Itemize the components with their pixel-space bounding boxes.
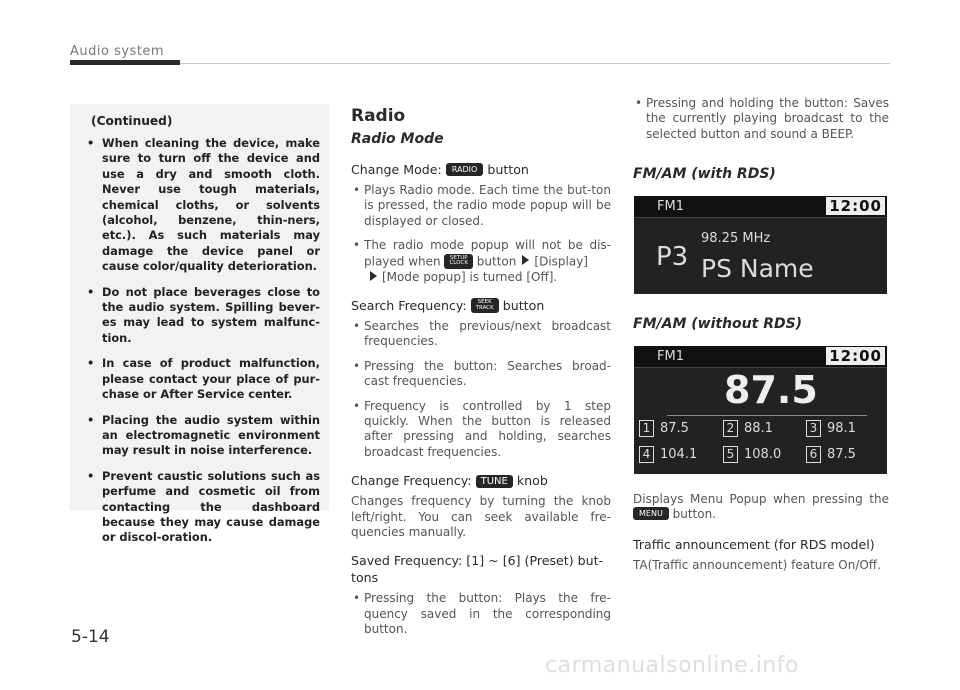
display-column — [633, 96, 889, 586]
radio-button: RADIO — [446, 163, 484, 176]
caution-title: (Continued) — [91, 114, 173, 128]
setup-label: SETUP — [449, 254, 468, 261]
radio-mode-heading: Radio Mode — [351, 131, 444, 147]
watermark: carmanualsonline.info — [545, 653, 799, 678]
list-item: • Frequency is controlled by 1 step quickly. When the button is released after pressing and holding, searches broadcast frequencies. — [351, 399, 611, 461]
divider — [667, 415, 867, 416]
change-frequency-label — [351, 472, 611, 489]
list-item: • Plays Radio mode. Each time the but-ton is pressed, the radio mode popup will be displayed or closed. — [351, 183, 611, 229]
arrow-right-icon — [522, 255, 529, 265]
popup-note-text: The radio mode popup will not be dis-played when — [364, 238, 611, 269]
preset-frequency: 87.5 — [827, 447, 856, 463]
caution-item: • Placing the audio system within an electromagnetic environment may result in noise interference. — [80, 413, 320, 459]
preset-item — [806, 446, 856, 463]
caution-item: • Do not place beverages close to the audio system. Spilling bever-es may lead to system malfunc-tion. — [80, 285, 320, 347]
menu-path: [Display] — [534, 254, 588, 269]
preset-item — [639, 420, 689, 437]
traffic-announcement-text: TA(Traffic announcement) feature On/Off. — [633, 558, 881, 573]
change-mode-text: Change Mode: — [351, 162, 442, 177]
ps-name: PS Name — [701, 254, 814, 284]
section-header: Audio system — [70, 44, 165, 59]
header-rule — [180, 63, 890, 64]
search-frequency-label — [351, 297, 611, 314]
caution-list — [80, 136, 320, 546]
preset-frequency: 98.1 — [827, 421, 856, 437]
clock: 12:00 — [826, 347, 885, 365]
header-bar — [70, 60, 180, 65]
big-frequency: 87.5 — [724, 368, 818, 413]
preset-frequency: 88.1 — [744, 421, 773, 437]
radio-heading: Radio — [351, 106, 406, 126]
saved-list-cont — [633, 96, 889, 142]
caution-item: • Prevent caustic solutions such as perfume and cosmetic oil from contacting the dashboard because they may cause damage or discol-oration. — [80, 469, 320, 546]
saved-frequency-label: Saved Frequency: [1] ~ [6] (Preset) but-tons — [351, 553, 604, 586]
page-number: 5-14 — [71, 627, 110, 647]
arrow-right-icon — [370, 271, 377, 281]
preset-frequency: 104.1 — [660, 447, 698, 463]
preset-item — [723, 420, 773, 437]
change-mode-label — [351, 161, 611, 178]
seek-label: SEEK — [477, 299, 492, 306]
menu-hint-text: Displays Menu Popup when pressing the — [633, 492, 889, 507]
preset-item — [806, 420, 856, 437]
caution-item: • When cleaning the device, make sure to turn off the device and use a dry and smooth cloth. Never use tough materials, chemical cloths, or solvents (alcohol, benzene, thin-ners, etc.). As such materials may damage the device panel or cause color/quality deterioration. — [80, 136, 320, 275]
preset-number: 4 — [639, 446, 654, 463]
menu-path: [Mode popup] is turned [Off]. — [382, 269, 558, 284]
button-word: button — [487, 162, 529, 177]
frequency: 98.25 MHz — [701, 231, 771, 247]
setup-clock-button — [444, 254, 473, 269]
menu-button: MENU — [633, 507, 669, 520]
no-rds-heading: FM/AM (without RDS) — [633, 316, 803, 333]
preset-frequency: 87.5 — [660, 421, 689, 437]
clock-label: CLOCK — [449, 260, 468, 267]
preset-item — [639, 446, 697, 463]
menu-hint-post: button. — [672, 507, 717, 522]
band-label: FM1 — [657, 199, 684, 215]
list-item — [351, 238, 611, 285]
list-item: • Pressing the button: Searches broad-cast frequencies. — [351, 359, 611, 390]
preset-item — [723, 446, 781, 463]
preset-number: 1 — [639, 420, 654, 437]
button-word: button — [502, 297, 545, 313]
band-label: FM1 — [657, 349, 684, 365]
rds-heading: FM/AM (with RDS) — [633, 166, 776, 183]
tune-button: TUNE — [476, 475, 513, 488]
list-item: • Pressing the button: Plays the fre-quency saved in the corresponding button. — [351, 591, 611, 637]
knob-word: knob — [516, 473, 548, 489]
preset-number: 2 — [723, 420, 738, 437]
search-list — [351, 319, 611, 460]
list-item: • Searches the previous/next broadcast frequencies. — [351, 319, 611, 350]
no-rds-screen — [634, 346, 887, 474]
radio-column — [351, 106, 611, 650]
caution-box — [70, 104, 329, 545]
seek-track-button — [471, 298, 499, 313]
preset-frequency: 108.0 — [744, 447, 782, 463]
menu-hint — [633, 492, 889, 522]
change-mode-list — [351, 183, 611, 285]
change-frequency-text: Change Frequency: — [351, 473, 472, 489]
button-word: button — [476, 254, 517, 269]
list-item: • Pressing and holding the button: Saves the currently playing broadcast to the selected button and sound a BEEP. — [633, 96, 889, 142]
preset-number: 6 — [806, 446, 821, 463]
change-frequency-text: Changes frequency by turning the knob left/right. You can seek available fre-quencies manually. — [351, 494, 611, 539]
clock: 12:00 — [826, 197, 885, 215]
preset-number: 3 — [806, 420, 821, 437]
track-label: TRACK — [475, 304, 494, 311]
saved-list — [351, 591, 611, 637]
rds-screen — [634, 196, 887, 294]
preset-label: P3 — [656, 242, 689, 273]
caution-item: • In case of product malfunction, please contact your place of pur-chase or After Service center. — [80, 356, 320, 402]
traffic-announcement-heading: Traffic announcement (for RDS model) — [633, 537, 875, 553]
preset-number: 5 — [723, 446, 738, 463]
search-text: Search Frequency: — [351, 297, 467, 313]
